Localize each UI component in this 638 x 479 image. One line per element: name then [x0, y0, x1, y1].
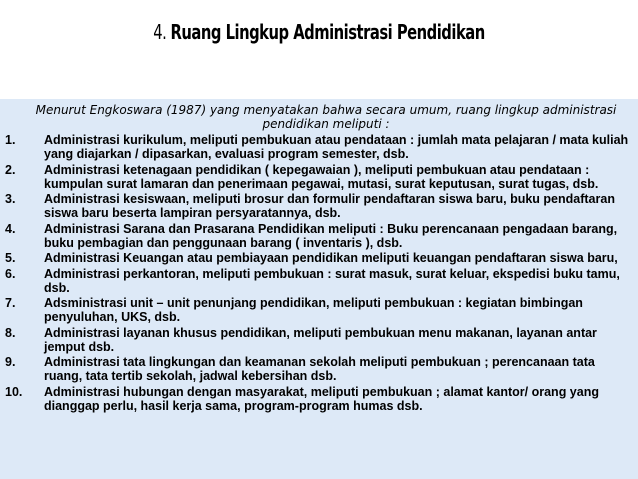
- list-item-text: Administrasi hubungan dengan masyarakat, meliputi pembukuan ; alamat kantor/ orang yang dianggap perlu, hasil kerja sama, program-program humas dsb.: [44, 384, 599, 413]
- list-item-number: 5.: [5, 251, 16, 265]
- list-item-text: Administrasi Keuangan atau pembiayaan pendidikan meliputi keuangan pendaftaran siswa baru,: [44, 251, 618, 265]
- list-item: [2, 222, 632, 250]
- list-item: [2, 133, 632, 161]
- list-item-text: Administrasi kurikulum, meliputi pembukuan atau pendataan : jumlah mata pelajaran / mata kuliah yang diajarkan / dipasarkan, evaluasi program semester, dsb.: [44, 133, 629, 161]
- list-item: [2, 267, 632, 295]
- intro-text: Menurut Engkoswara (1987) yang menyatakan bahwa secara umum, ruang lingkup administrasi pendidikan meliputi :: [35, 103, 617, 131]
- list-item-text: Administrasi kesiswaan, meliputi brosur dan formulir pendaftaran siswa baru, buku pendaftaran siswa baru beserta lampiran persyaratannya, dsb.: [44, 192, 615, 220]
- list-item-number: 8.: [5, 325, 16, 340]
- list-item-number: 4.: [5, 221, 16, 236]
- list-item: [2, 355, 632, 383]
- list-item: [2, 251, 632, 265]
- list-item: [2, 385, 632, 413]
- list-item-number: 9.: [5, 355, 16, 369]
- list-item: [2, 326, 632, 354]
- list-item-number: 1.: [5, 133, 16, 147]
- list-item-number: 7.: [5, 296, 16, 310]
- list-item-text: Administrasi Sarana dan Prasarana Pendidikan meliputi : Buku perencanaan pengadaan barang, buku pembagian dan penggunaan barang ( inventaris ), dsb.: [44, 221, 618, 250]
- list-item: [2, 296, 632, 324]
- list-item-number: 2.: [5, 162, 16, 177]
- scope-list: [2, 133, 632, 413]
- list-item-number: 10.: [5, 384, 23, 399]
- list-item-number: 3.: [5, 192, 16, 206]
- list-item: [2, 163, 632, 191]
- list-item-text: Administrasi tata lingkungan dan keamanan sekolah meliputi pembukuan ; perencanaan tata ruang, tata tertib sekolah, jadwal kebersihan dsb.: [44, 355, 595, 383]
- list-item-number: 6.: [5, 266, 16, 281]
- list-item-text: Adsministrasi unit – unit penunjang pendidikan, meliputi pembukuan : kegiatan bimbingan penyuluhan, UKS, dsb.: [44, 296, 583, 324]
- list-item-text: Administrasi ketenagaan pendidikan ( kepegawaian ), meliputi pembukuan atau pendataan : kumpulan surat lamaran dan penerimaan pegawai, mutasi, surat keputusan, surat tugas, dsb.: [44, 162, 599, 191]
- list-item-text: Administrasi layanan khusus pendidikan, meliputi pembukuan menu makanan, layanan antar jemput dsb.: [44, 325, 597, 354]
- list-item-text: Administrasi perkantoran, meliputi pembukuan : surat masuk, surat keluar, ekspedisi buku tamu, dsb.: [44, 266, 620, 295]
- slide-title-text: Ruang Lingkup Administrasi Pendidikan: [170, 20, 485, 44]
- list-item: [2, 192, 632, 220]
- content-box: [0, 99, 638, 479]
- slide-title-number: 4.: [153, 20, 167, 44]
- slide-title: [57, 20, 580, 44]
